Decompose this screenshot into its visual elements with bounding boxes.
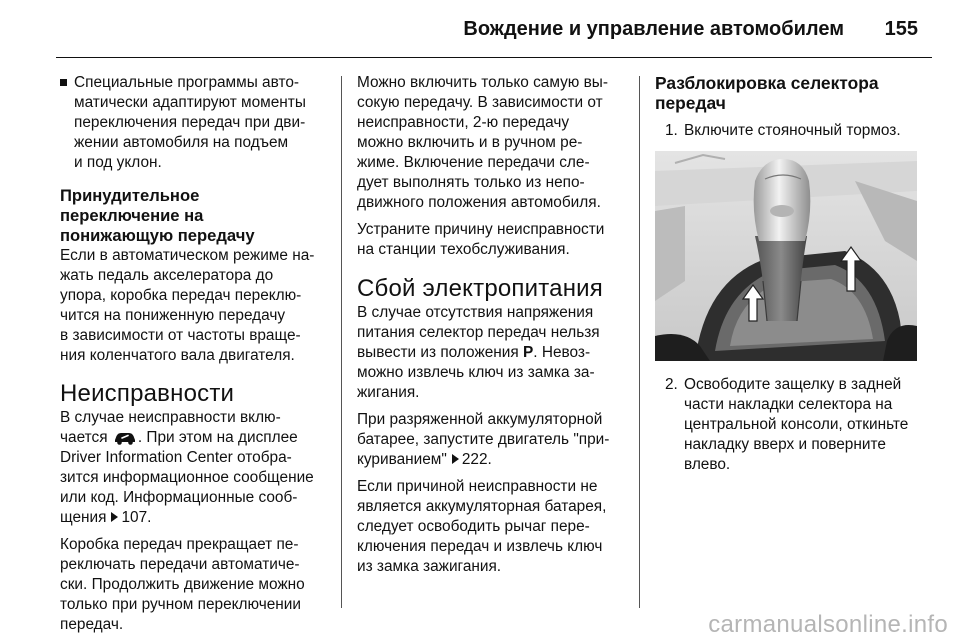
text-line: Если причиной неисправности не bbox=[357, 478, 598, 495]
column-1 bbox=[60, 73, 332, 635]
text-line: из замка зажигания. bbox=[357, 558, 502, 575]
watermark: carmanualsonline.info bbox=[708, 611, 948, 638]
text-line: жать педаль акселератора до bbox=[60, 267, 274, 284]
text-line: на станции техобслуживания. bbox=[357, 241, 570, 258]
text-line: Можно включить только самую вы- bbox=[357, 74, 608, 91]
page-title: Вождение и управление автомобилем bbox=[463, 18, 844, 40]
paragraph-faults bbox=[60, 408, 332, 528]
step-number: 1. bbox=[665, 122, 678, 139]
gear-position-p: P bbox=[523, 344, 534, 361]
text-fragment: вывести из положения bbox=[357, 344, 519, 361]
page-header bbox=[0, 0, 960, 60]
step-text-line: части накладки селектора на bbox=[684, 396, 893, 413]
text-line: В случае неисправности вклю- bbox=[60, 409, 281, 426]
text-line: ключения передач и извлечь ключ bbox=[357, 538, 603, 555]
text-line: или код. Информационные сооб- bbox=[60, 489, 298, 506]
header-divider bbox=[56, 57, 932, 58]
text-line: упора, коробка передач переклю- bbox=[60, 287, 302, 304]
text-line: движного положения автомобиля. bbox=[357, 194, 601, 211]
text-fragment: . При этом на дисплее bbox=[137, 429, 298, 446]
text-line: Устраните причину неисправности bbox=[357, 221, 605, 238]
page-reference-arrow-icon bbox=[452, 454, 459, 464]
heading-line: Разблокировка селектора bbox=[655, 73, 879, 93]
text-line: жении автомобиля на подъем bbox=[74, 134, 289, 151]
heading-line: передач bbox=[655, 93, 726, 113]
text-line: можно извлечь ключ из замка за- bbox=[357, 364, 595, 381]
bullet-list-item bbox=[60, 73, 332, 173]
section-heading-kickdown bbox=[60, 186, 332, 246]
text-line: неисправности, 2-ю передачу bbox=[357, 114, 570, 131]
paragraph-release-lever bbox=[357, 477, 633, 577]
heading-line: переключение на bbox=[60, 206, 204, 225]
step-text-line: накладку вверх и поверните bbox=[684, 436, 886, 453]
step-1 bbox=[665, 121, 947, 141]
text-line: Driver Information Center отобра- bbox=[60, 449, 292, 466]
car-wrench-icon bbox=[113, 430, 137, 445]
paragraph-kickdown bbox=[60, 246, 332, 366]
text-line: реключать передачи автоматиче- bbox=[60, 556, 300, 573]
text-fragment: . Невоз- bbox=[533, 344, 591, 361]
column-2 bbox=[357, 73, 633, 577]
heading-line: понижающую передачу bbox=[60, 226, 255, 245]
text-line: батарее, запустите двигатель "при- bbox=[357, 431, 610, 448]
text-line: питания селектор передач нельзя bbox=[357, 324, 600, 341]
text-line: жигания. bbox=[357, 384, 420, 401]
text-fragment: куриванием" bbox=[357, 451, 447, 468]
text-line: следует освободить рычаг пере- bbox=[357, 518, 590, 535]
text-line: дует выполнять только из непо- bbox=[357, 174, 585, 191]
text-line: матически адаптируют моменты bbox=[74, 94, 306, 111]
column-divider-1 bbox=[341, 76, 342, 608]
text-line: жиме. Включение передачи сле- bbox=[357, 154, 590, 171]
text-line: сокую передачу. В зависимости от bbox=[357, 94, 603, 111]
text-line: передач. bbox=[60, 616, 124, 633]
paragraph-highest-gear bbox=[357, 73, 633, 213]
text-line: только при ручном переключении bbox=[60, 596, 301, 613]
gear-selector-photo bbox=[655, 151, 917, 361]
text-fragment: щения bbox=[60, 509, 107, 526]
text-line: в зависимости от частоты враще- bbox=[60, 327, 301, 344]
text-line: является аккумуляторная батарея, bbox=[357, 498, 607, 515]
page-reference-link[interactable]: 222. bbox=[461, 451, 492, 468]
text-line: ски. Продолжить движение можно bbox=[60, 576, 305, 593]
text-line bbox=[60, 428, 332, 448]
step-text: Включите стояночный тормоз. bbox=[684, 122, 901, 139]
paragraph-service bbox=[357, 220, 633, 260]
text-line: В случае отсутствия напряжения bbox=[357, 304, 594, 321]
step-text-line: центральной консоли, откиньте bbox=[684, 416, 909, 433]
text-line: При разряженной аккумуляторной bbox=[357, 411, 603, 428]
page-reference-link[interactable]: 107. bbox=[121, 509, 152, 526]
text-line bbox=[60, 508, 332, 528]
text-line: чится на пониженную передачу bbox=[60, 307, 286, 324]
text-line: Коробка передач прекращает пе- bbox=[60, 536, 299, 553]
section-heading-faults: Неисправности bbox=[60, 380, 235, 407]
text-line: Специальные программы авто- bbox=[74, 74, 300, 91]
text-fragment: чается bbox=[60, 429, 108, 446]
text-line: переключения передач при дви- bbox=[74, 114, 306, 131]
paragraph-jump-start bbox=[357, 410, 633, 470]
page-reference-arrow-icon bbox=[111, 512, 118, 522]
column-divider-2 bbox=[639, 76, 640, 608]
text-line: и под уклон. bbox=[74, 154, 162, 171]
text-line: Если в автоматическом режиме на- bbox=[60, 247, 315, 264]
section-heading-power-failure: Сбой электропитания bbox=[357, 275, 603, 302]
text-line: ния коленчатого вала двигателя. bbox=[60, 347, 295, 364]
section-heading-selector-unlock bbox=[655, 73, 947, 113]
step-text-line: Освободите защелку в задней bbox=[684, 376, 902, 393]
heading-line: Принудительное bbox=[60, 186, 200, 205]
text-line: можно включить и в ручном ре- bbox=[357, 134, 583, 151]
bullet-square-icon bbox=[60, 79, 67, 86]
step-2 bbox=[665, 375, 947, 475]
text-line: зится информационное сообщение bbox=[60, 469, 314, 486]
paragraph-manual-shift bbox=[60, 535, 332, 635]
text-line bbox=[357, 450, 633, 470]
text-line bbox=[357, 343, 633, 363]
paragraph-power-failure bbox=[357, 303, 633, 403]
step-number: 2. bbox=[665, 376, 678, 393]
column-3 bbox=[655, 73, 947, 475]
step-text-line: влево. bbox=[684, 456, 731, 473]
page-number: 155 bbox=[884, 18, 918, 40]
